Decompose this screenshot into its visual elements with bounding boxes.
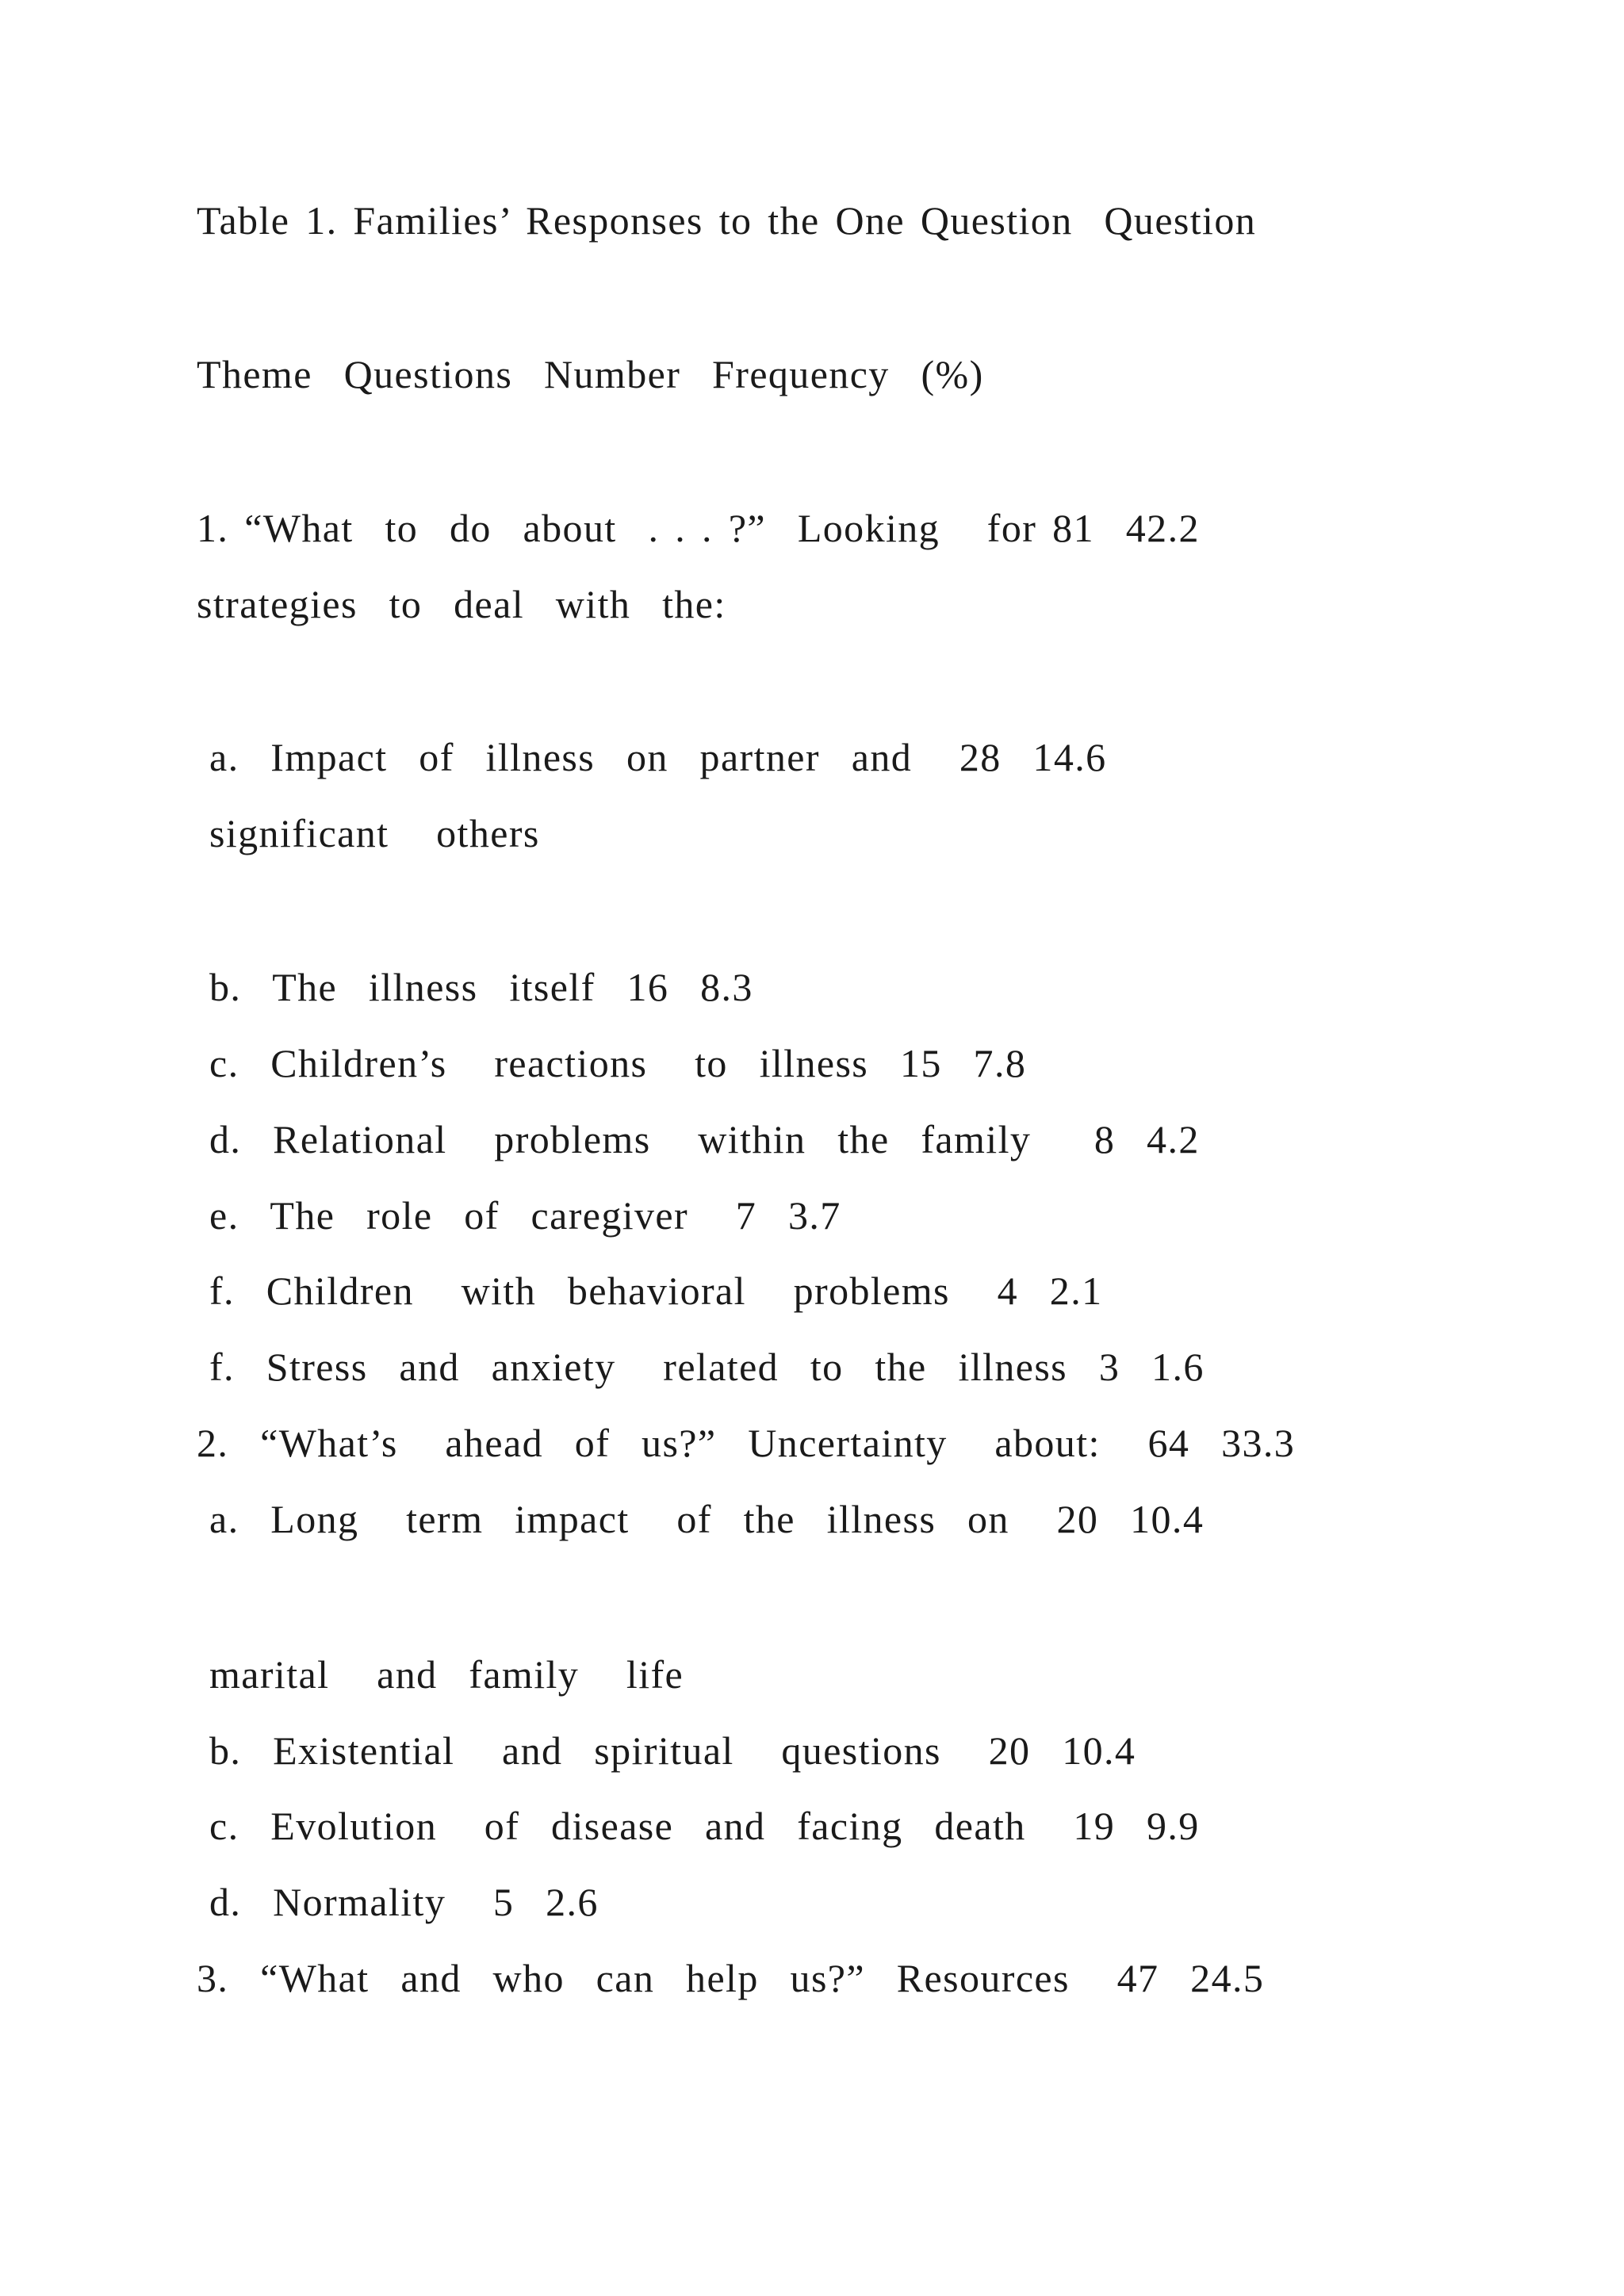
theme-1-item-e: e. The role of caregiver 7 3.7 [209,1193,841,1238]
theme-2-item-b: b. Existential and spiritual questions 20 10.4 [209,1728,1136,1773]
theme-2-item-a-continuation: marital and family life [209,1652,684,1697]
theme-1-item-a: a. Impact of illness on partner and 28 14.6 [209,735,1107,779]
theme-2-item-c: c. Evolution of disease and facing death 19 9.9 [209,1804,1200,1848]
theme-3-row: 3. “What and who can help us?” Resources 47 24.5 [197,1956,1265,2000]
theme-1-row: 1. “What to do about . . . ?” Looking for 81 42.2 [197,506,1200,550]
theme-1-item-f: f. Children with behavioral problems 4 2.1 [209,1269,1103,1313]
table-title: Table 1. Families’ Responses to the One Question Question [197,198,1257,243]
table-header: Theme Questions Number Frequency (%) [197,352,984,396]
theme-1-item-a-continuation: significant others [209,811,540,855]
theme-2-row: 2. “What’s ahead of us?” Uncertainty about: 64 33.3 [197,1421,1296,1465]
theme-1-item-d: d. Relational problems within the family 8 4.2 [209,1117,1200,1161]
theme-2-item-d: d. Normality 5 2.6 [209,1880,599,1924]
theme-1-item-f-2: f. Stress and anxiety related to the illness 3 1.6 [209,1345,1205,1389]
theme-1-item-b: b. The illness itself 16 8.3 [209,965,753,1009]
theme-2-item-a: a. Long term impact of the illness on 20 10.4 [209,1497,1205,1541]
theme-1-continuation: strategies to deal with the: [197,582,726,626]
theme-1-item-c: c. Children’s reactions to illness 15 7.8 [209,1041,1027,1085]
